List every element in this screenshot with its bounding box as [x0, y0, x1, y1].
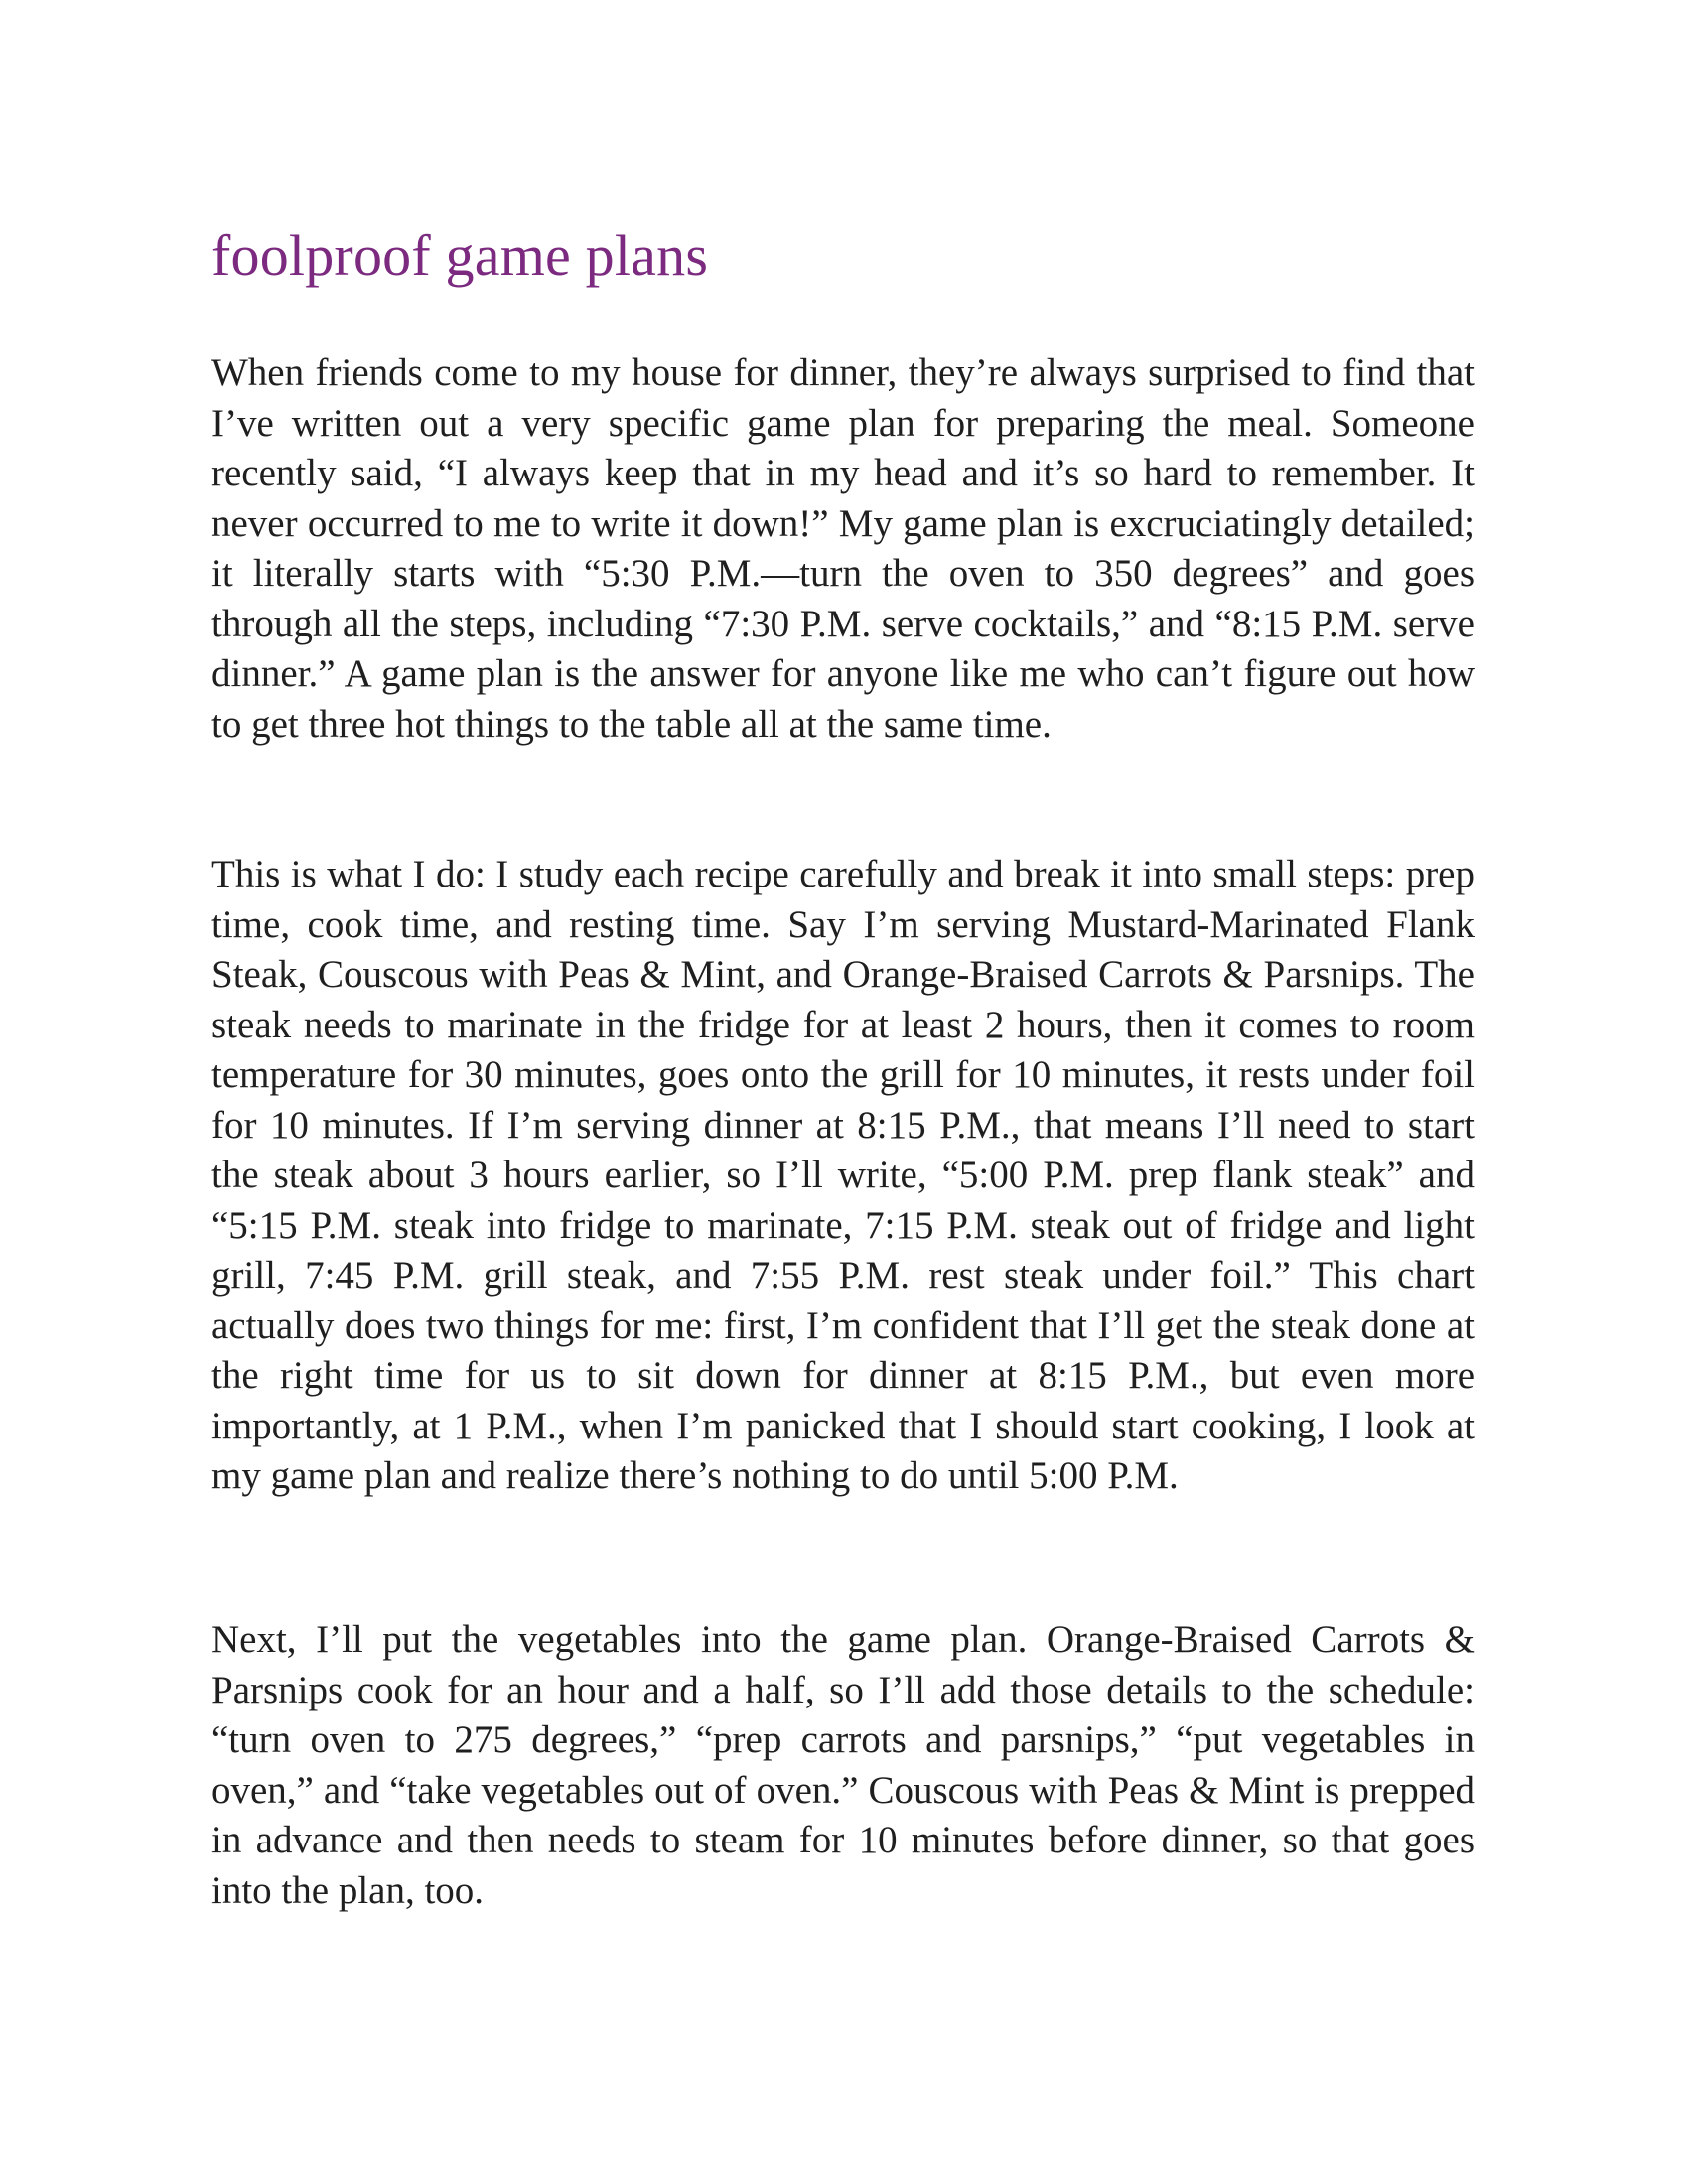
body-paragraph-2: This is what I do: I study each recipe carefully and break it into small steps: prep time, cook time, and resting time. Say I’m serving Mustard-Marinated Flank Steak, Couscous with Peas & Mint, and Orange-Braised Carrots & Parsnips. The steak needs to marinate in the fridge for at least 2 hours, then it comes to room temperature for 30 minutes, goes onto the grill for 10 minutes, it rests under foil for 10 minutes. If I’m serving dinner at 8:15 P.M., that means I’ll need to start the steak about 3 hours earlier, so I’ll write, “5:00 P.M. prep flank steak” and “5:15 P.M. steak into fridge to marinate, 7:15 P.M. steak out of fridge and light grill, 7:45 P.M. grill steak, and 7:55 P.M. rest steak under foil.” This chart actually does two things for me: first, I’m confident that I’ll get the steak done at the right time for us to sit down for dinner at 8:15 P.M., but even more importantly, at 1 P.M., when I’m panicked that I should start cooking, I look at my game plan and realize there’s nothing to do until 5:00 P.M. — [211, 853, 1475, 1497]
body-paragraph-3: Next, I’ll put the vegetables into the game plan. Orange-Braised Carrots & Parsnips cook for an hour and a half, so I’ll add those details to the schedule: “turn oven to 275 degrees,” “prep carrots and parsnips,” “put vegetables in oven,” and “take vegetables out of oven.” Couscous with Peas & Mint is prepped in advance and then needs to steam for 10 minutes before dinner, so that goes into the plan, too. — [211, 1618, 1475, 1912]
document-page — [211, 0, 1475, 2184]
body-paragraph-1: When friends come to my house for dinner, they’re always surprised to find that I’ve written out a very specific game plan for preparing the meal. Someone recently said, “I always keep that in my head and it’s so hard to remember. It never occurred to me to write it down!” My game plan is excruciatingly detailed; it literally starts with “5:30 P.M.—turn the oven to 350 degrees” and goes through all the steps, including “7:30 P.M. serve cocktails,” and “8:15 P.M. serve dinner.” A game plan is the answer for anyone like me who can’t figure out how to get three hot things to the table all at the same time. — [211, 351, 1475, 746]
page-title: foolproof game plans — [211, 223, 709, 288]
